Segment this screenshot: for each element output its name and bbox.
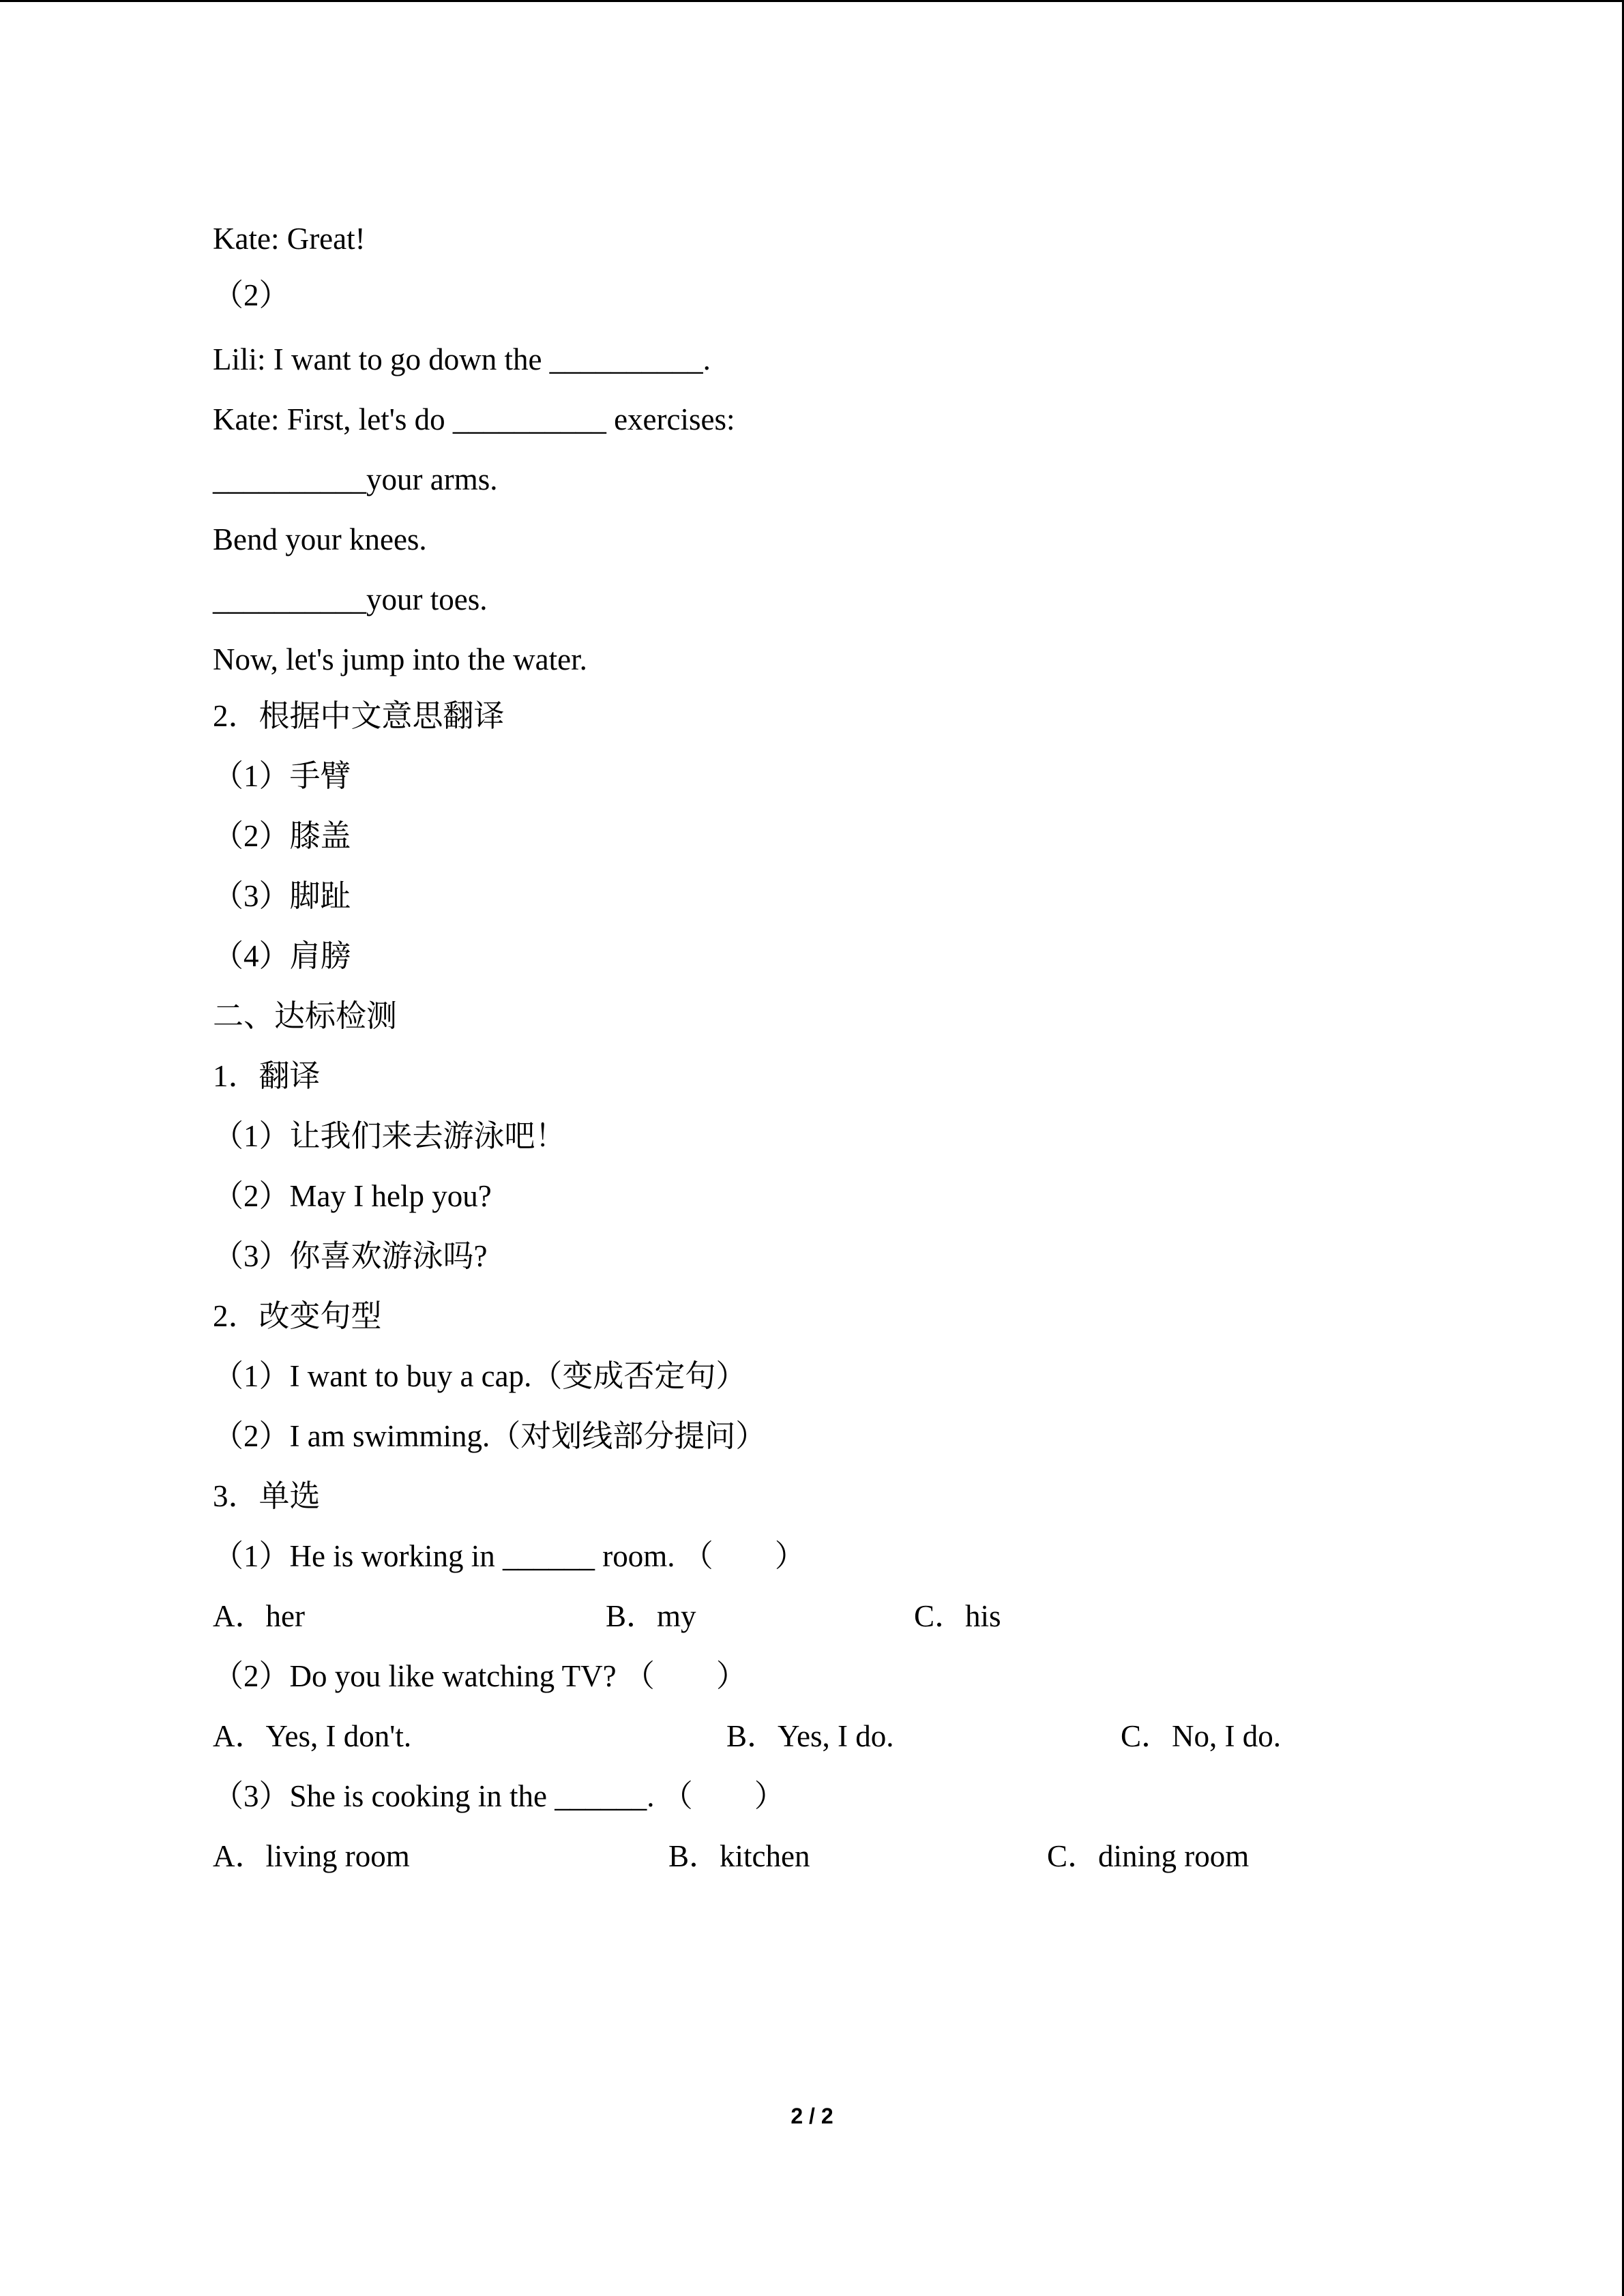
section-heading: 1．翻译 <box>213 1059 321 1093</box>
option-c: C．No, I do. <box>1121 1719 1281 1753</box>
question-item: （4）肩膀 <box>213 939 351 973</box>
question-item: （2）May I help you? <box>213 1179 492 1213</box>
section-heading: 二、达标检测 <box>213 999 398 1033</box>
option-b: B．my <box>606 1599 696 1633</box>
dialogue-line: __________your arms. <box>213 462 498 496</box>
dialogue-line: __________your toes. <box>213 582 488 616</box>
dialogue-line: Now, let's jump into the water. <box>213 642 587 676</box>
section-heading: 2．改变句型 <box>213 1299 382 1333</box>
question-item: （2）Do you like watching TV? （ ） <box>213 1659 747 1693</box>
question-item: （3）脚趾 <box>213 879 351 913</box>
option-c: C．dining room <box>1047 1839 1250 1873</box>
question-item: （1）I want to buy a cap.（变成否定句） <box>213 1359 747 1393</box>
section-heading: 2．根据中文意思翻译 <box>213 699 505 733</box>
option-a: A．her <box>213 1599 305 1633</box>
question-item: （1）让我们来去游泳吧！ <box>213 1119 566 1153</box>
option-b: B．Yes, I do. <box>726 1719 894 1753</box>
section-heading: 3．单选 <box>213 1479 321 1513</box>
question-item: （1）手臂 <box>213 759 351 793</box>
part-label: （2） <box>213 278 290 312</box>
dialogue-line: Kate: Great! <box>213 222 366 256</box>
option-c: C．his <box>914 1599 1001 1633</box>
question-item: （3）你喜欢游泳吗? <box>213 1239 488 1273</box>
question-item: （1）He is working in ______ room. （ ） <box>213 1539 806 1573</box>
dialogue-line: Bend your knees. <box>213 522 427 556</box>
option-a: A．living room <box>213 1839 410 1873</box>
page-number: 2 / 2 <box>791 2104 833 2128</box>
question-item: （3）She is cooking in the ______. （ ） <box>213 1779 785 1813</box>
option-a: A．Yes, I don't. <box>213 1719 412 1753</box>
question-item: （2）膝盖 <box>213 819 351 853</box>
top-border <box>0 0 1624 2</box>
option-b: B．kitchen <box>668 1839 810 1873</box>
dialogue-line: Kate: First, let's do __________ exercises: <box>213 402 735 436</box>
question-item: （2）I am swimming.（对划线部分提问） <box>213 1419 767 1453</box>
dialogue-line: Lili: I want to go down the __________. <box>213 342 711 376</box>
